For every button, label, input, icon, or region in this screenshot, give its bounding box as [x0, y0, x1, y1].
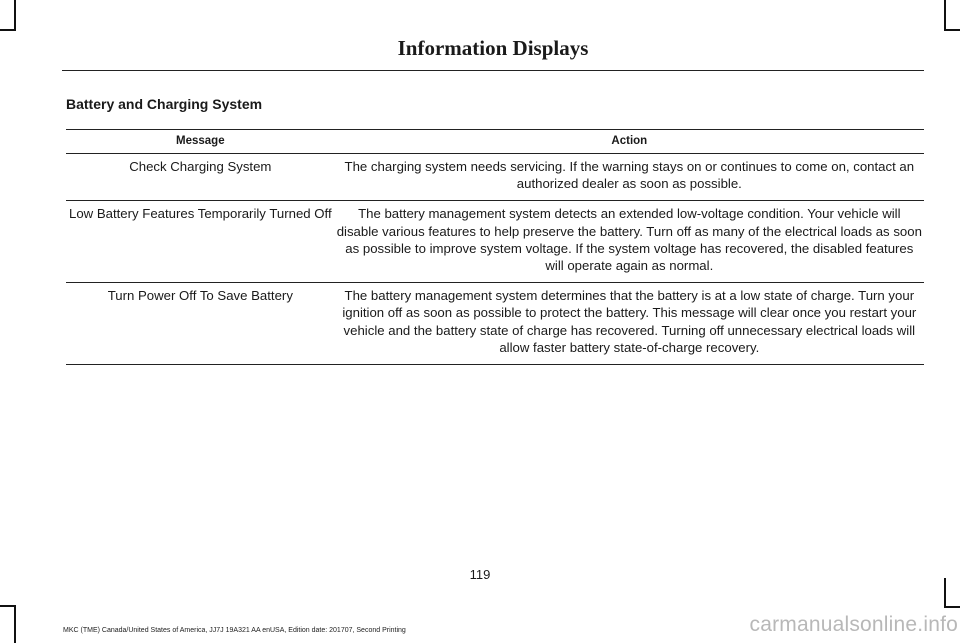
column-header-message: Message: [66, 130, 335, 154]
message-cell: Check Charging System: [66, 154, 335, 201]
crop-mark-top-right-v: [944, 0, 946, 30]
crop-mark-bottom-right-h: [944, 606, 960, 608]
crop-mark-top-left-h: [0, 29, 16, 31]
table-header-row: [66, 130, 924, 154]
page-number: 119: [469, 567, 491, 582]
page-title: Information Displays: [397, 36, 589, 60]
column-header-action: Action: [335, 130, 924, 154]
table-row: [66, 154, 924, 201]
watermark: carmanualsonline.info: [749, 613, 958, 636]
edition-footer: MKC (TME) Canada/United States of America, JJ7J 19A321 AA enUSA, Edition date: 201707, Second Printing: [63, 627, 406, 634]
crop-mark-top-right-h: [944, 29, 960, 31]
message-cell: Turn Power Off To Save Battery: [66, 283, 335, 365]
action-cell: The charging system needs servicing. If the warning stays on or continues to come on, contact an authorized dealer as soon as possible.: [335, 154, 924, 201]
crop-mark-bottom-right-v: [944, 578, 946, 608]
action-cell: The battery management system determines that the battery is at a low state of charge. Turn your ignition off as soon as possible to protect the battery. This message will clear once you restart your vehicle and the battery state of charge has recovered. Turning off unnecessary electrical loads will allow faster battery state-of-charge recovery.: [335, 283, 924, 365]
section-heading: Battery and Charging System: [66, 96, 263, 112]
crop-mark-bottom-left-h: [0, 605, 16, 607]
table-row: [66, 201, 924, 283]
action-cell: The battery management system detects an extended low-voltage condition. Your vehicle will disable various features to help preserve the battery. Turn off as many of the electrical loads as soon as possible to improve system voltage. If the system voltage has recovered, the disabled features will operate again as normal.: [335, 201, 924, 283]
message-cell: Low Battery Features Temporarily Turned Off: [66, 201, 335, 283]
crop-mark-top-left-v: [14, 0, 16, 30]
message-table: [66, 129, 924, 365]
header-rule: [62, 70, 924, 71]
table-row: [66, 283, 924, 365]
crop-mark-bottom-left-v: [14, 605, 16, 643]
